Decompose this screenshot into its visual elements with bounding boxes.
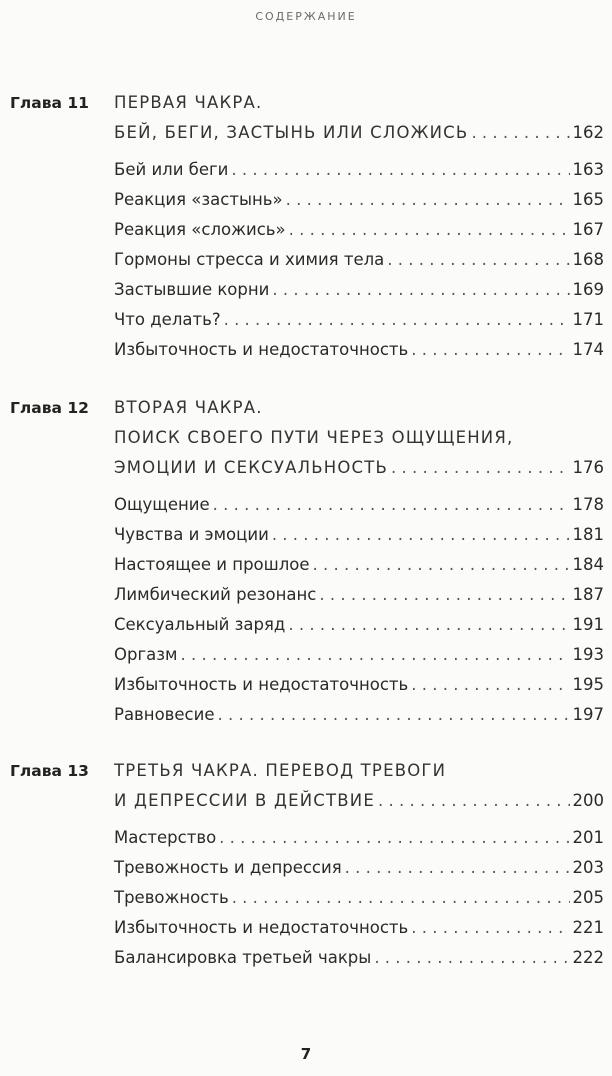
entry-title: Реакция «сложись»	[114, 220, 286, 239]
toc-entry[interactable]	[114, 913, 604, 943]
page-number-folio: 7	[300, 1045, 312, 1063]
page-number: 176	[572, 458, 604, 477]
chapter-body	[114, 756, 604, 973]
toc-entry[interactable]	[114, 670, 604, 700]
running-head: СОДЕРЖАНИЕ	[255, 10, 357, 23]
entry-title: Тревожность и депрессия	[114, 858, 342, 877]
chapter-title-line: ТРЕТЬЯ ЧАКРА. ПЕРЕВОД ТРЕВОГИ	[114, 761, 447, 780]
chapter-label: Глава 11	[10, 94, 89, 112]
toc-entry[interactable]	[114, 550, 604, 580]
entry-title: Застывшие корни	[114, 280, 270, 299]
entry-title: Что делать?	[114, 310, 221, 329]
dot-leader	[288, 610, 569, 640]
entry-title: Настоящее и прошлое	[114, 555, 310, 574]
dot-leader	[345, 853, 570, 883]
chapter-title-line: ПОИСК СВОЕГО ПУТИ ЧЕРЕЗ ОЩУЩЕНИЯ,	[114, 428, 514, 447]
entry-title: Лимбический резонанс	[114, 585, 317, 604]
entry-title: Сексуальный заряд	[114, 615, 286, 634]
entry-title: Мастерство	[114, 828, 217, 847]
chapter-body	[114, 88, 604, 365]
chapter-label: Глава 13	[10, 762, 89, 780]
dot-leader	[218, 700, 570, 730]
chapter-label: Глава 12	[10, 399, 89, 417]
dot-leader	[411, 335, 569, 365]
page-number: 200	[572, 791, 604, 810]
toc-entry[interactable]	[114, 155, 604, 185]
page-number: 181	[572, 525, 604, 544]
dot-leader	[378, 786, 570, 816]
dot-leader	[219, 823, 569, 853]
entry-title: Бей или беги	[114, 160, 229, 179]
toc-entry[interactable]	[114, 610, 604, 640]
dot-leader	[319, 580, 569, 610]
chapter-title-entry[interactable]	[114, 786, 604, 816]
toc-entry[interactable]	[114, 215, 604, 245]
toc-entry[interactable]	[114, 490, 604, 520]
dot-leader	[471, 118, 569, 148]
page-number: 221	[572, 918, 604, 937]
dot-leader	[286, 185, 570, 215]
page-number: 178	[572, 495, 604, 514]
dot-leader	[224, 305, 570, 335]
toc-entry[interactable]	[114, 580, 604, 610]
page-number: 174	[572, 340, 604, 359]
page-number: 203	[572, 858, 604, 877]
toc-entry[interactable]	[114, 185, 604, 215]
entry-title: Оргазм	[114, 645, 178, 664]
chapter-title-line: ПЕРВАЯ ЧАКРА.	[114, 93, 263, 112]
toc-entry[interactable]	[114, 700, 604, 730]
toc-entry[interactable]	[114, 943, 604, 973]
dot-leader	[374, 943, 569, 973]
entry-title: Избыточность и недостаточность	[114, 918, 409, 937]
page-number: 163	[572, 160, 604, 179]
dot-leader	[272, 520, 570, 550]
toc-entry[interactable]	[114, 275, 604, 305]
dot-leader	[231, 155, 569, 185]
toc-entry[interactable]	[114, 823, 604, 853]
entry-title: Тревожность	[114, 888, 229, 907]
chapter-title-entry[interactable]	[114, 118, 604, 148]
toc-entry[interactable]	[114, 305, 604, 335]
toc-entry[interactable]	[114, 245, 604, 275]
page-number: 187	[572, 585, 604, 604]
page-number: 168	[572, 250, 604, 269]
entry-title: Избыточность и недостаточность	[114, 340, 409, 359]
page-number: 167	[572, 220, 604, 239]
dot-leader	[411, 913, 569, 943]
chapter-title-entry[interactable]	[114, 453, 604, 483]
toc-entry[interactable]	[114, 640, 604, 670]
dot-leader	[289, 215, 570, 245]
entry-title: Реакция «застынь»	[114, 190, 283, 209]
entry-title: Равновесие	[114, 705, 215, 724]
entry-title: Балансировка третьей чакры	[114, 948, 372, 967]
toc-entry[interactable]	[114, 520, 604, 550]
dot-leader	[313, 550, 570, 580]
chapter-title-text: И ДЕПРЕССИИ В ДЕЙСТВИЕ	[114, 791, 375, 810]
page-number: 162	[572, 123, 604, 142]
entry-title: Ощущение	[114, 495, 210, 514]
entry-title: Чувства и эмоции	[114, 525, 269, 544]
page-number: 195	[572, 675, 604, 694]
dot-leader	[180, 640, 569, 670]
page-number: 169	[572, 280, 604, 299]
dot-leader	[272, 275, 569, 305]
toc-entry[interactable]	[114, 335, 604, 365]
toc-entry[interactable]	[114, 883, 604, 913]
page-number: 184	[572, 555, 604, 574]
dot-leader	[232, 883, 570, 913]
page-number: 171	[572, 310, 604, 329]
entry-title: Гормоны стресса и химия тела	[114, 250, 385, 269]
page-number: 191	[572, 615, 604, 634]
page-number: 165	[572, 190, 604, 209]
page-number: 197	[572, 705, 604, 724]
dot-leader	[411, 670, 569, 700]
dot-leader	[213, 490, 570, 520]
chapter-title-line: ВТОРАЯ ЧАКРА.	[114, 398, 263, 417]
page-number: 193	[572, 645, 604, 664]
page-number: 222	[572, 948, 604, 967]
page-number: 201	[572, 828, 604, 847]
entry-title: Избыточность и недостаточность	[114, 675, 409, 694]
dot-leader	[391, 453, 569, 483]
chapter-title-text: ЭМОЦИИ И СЕКСУАЛЬНОСТЬ	[114, 458, 389, 477]
page-number: 205	[572, 888, 604, 907]
chapter-title-text: БЕЙ, БЕГИ, ЗАСТЫНЬ ИЛИ СЛОЖИСЬ	[114, 123, 469, 142]
toc-entry[interactable]	[114, 853, 604, 883]
dot-leader	[387, 245, 569, 275]
chapter-body	[114, 393, 604, 730]
